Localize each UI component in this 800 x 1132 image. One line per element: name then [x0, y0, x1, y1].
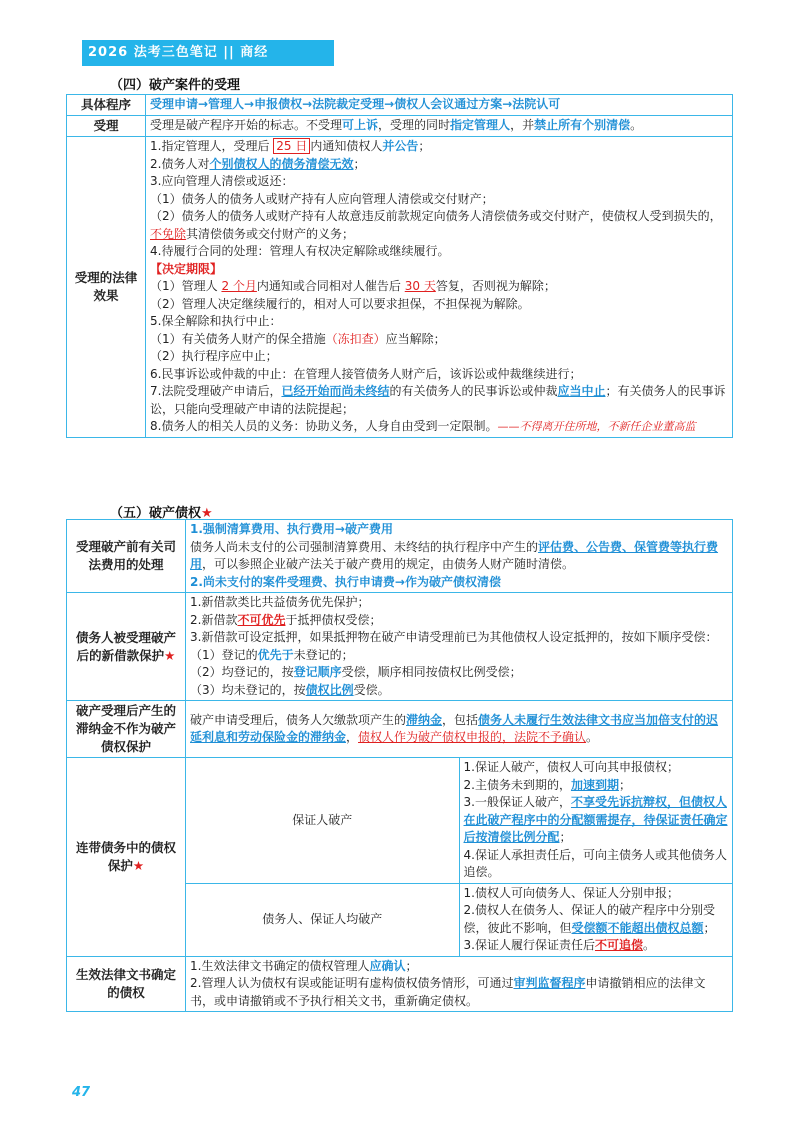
row-label-joint-debt: 连带债务中的债权保护★ [67, 758, 186, 957]
effect-line: （1）管理人 2 个月内通知或合同相对人催告后 30 天答复，否则视为解除； [150, 279, 556, 293]
effective-doc-text: 1.生效法律文书确定的债权管理人应确认； 2.管理人认为债权有误或能证明有虚构债权债务情形，可通过审判监督程序申请撤销相应的法律文书，或申请撤销或不予执行相关文书，重新确定债权。 [186, 956, 733, 1012]
new-loan-text: 1.新借款类比共益债务优先保护； 2.新借款不可优先于抵押债权受偿； 3.新借款可设定抵押，如果抵押物在破产申请受理前已为其他债权人设定抵押的，按如下顺序受偿： （1）登记的优先于未登记的； （2）均登记的，按登记顺序受偿，顺序相同按债权比例受偿； （3）均未登记的，按债权比例受偿。 [186, 593, 733, 701]
procedure-text: 受理申请→管理人→申报债权→法院裁定受理→债权人会议通过方案→法院认可 [146, 95, 733, 116]
bankruptcy-acceptance-table [66, 94, 733, 438]
table-row [67, 116, 733, 137]
effect-line: 1.指定管理人，受理后 25 日 内通知债权人并公告； [150, 139, 431, 153]
effect-line: 4.待履行合同的处理：管理人有权决定解除或继续履行。 [150, 244, 450, 258]
effect-tag: 【决定期限】 [150, 261, 223, 276]
row-label-procedure: 具体程序 [67, 95, 146, 116]
effect-line: （2）债务人的债务人或财产持有人故意违反前款规定向债务人清偿债务或交付财产，使债权人受到损失的，不免除其清偿债务或交付财产的义务； [150, 209, 722, 241]
effect-line: 5.保全解除和执行中止： [150, 314, 282, 328]
effect-line: 2.债务人对个别债权人的债务清偿无效； [150, 156, 366, 171]
judicial-fees-text: 1.强制清算费用、执行费用→破产费用 债务人尚未支付的公司强制清算费用、未终结的执行程序中产生的评估费、公告费、保管费等执行费用，可以参照企业破产法关于破产费用的规定，由债务人财产随时清偿。 2.尚未支付的案件受理费、执行申请费→作为破产债权清偿 [186, 520, 733, 593]
sub-label-both: 债务人、保证人均破产 [186, 883, 460, 956]
both-bankrupt-text: 1.债权人可向债务人、保证人分别申报； 2.债权人在债务人、保证人的破产程序中分别受偿，彼此不影响，但受偿额不能超出债权总额； 3.保证人履行保证责任后不可追偿。 [459, 883, 733, 956]
row-label-effective-doc: 生效法律文书确定的债权 [67, 956, 186, 1012]
effect-line: （1）债务人的债务人或财产持有人应向管理人清偿或交付财产； [150, 191, 494, 206]
effect-line: （2）管理人决定继续履行的，相对人可以要求担保，不担保视为解除。 [150, 296, 530, 311]
bankruptcy-claims-table [66, 519, 733, 1012]
table-row [67, 758, 733, 884]
accept-text: 受理是破产程序开始的标志。不受理可上诉，受理的同时指定管理人，并禁止所有个别清偿。 [146, 116, 733, 137]
star-icon: ★ [132, 857, 145, 873]
effect-line: 6.民事诉讼或仲裁的中止：在管理人接管债务人财产后，该诉讼或仲裁继续进行； [150, 366, 582, 381]
section-title-4: （四）破产案件的受理 [110, 78, 241, 93]
section-title-5: （五）破产债权★ [110, 506, 213, 521]
sub-label-guarantor: 保证人破产 [186, 758, 460, 884]
star-icon: ★ [164, 647, 176, 663]
effect-line: （1）有关债务人财产的保全措施（冻扣查）应当解除； [150, 331, 446, 346]
row-label-effect: 受理的法律效果 [67, 137, 146, 438]
row-label-judicial-fees: 受理破产前有关司法费用的处理 [67, 520, 186, 593]
late-fee-text: 破产申请受理后，债务人欠缴款项产生的滞纳金，包括债务人未履行生效法律文书应当加倍支付的迟延利息和劳动保险金的滞纳金，债权人作为破产债权申报的，法院不予确认。 [186, 701, 733, 758]
star-icon: ★ [201, 506, 213, 521]
table-row [67, 956, 733, 1012]
page-header: 2026 法考三色笔记 || 商经 [82, 40, 334, 66]
effect-text [146, 137, 733, 438]
row-label-late-fee: 破产受理后产生的滞纳金不作为破产债权保护 [67, 701, 186, 758]
guarantor-text: 1.保证人破产，债权人可向其申报债权； 2.主债务未到期的，加速到期； 3.一般保证人破产，不享受先诉抗辩权，但债权人在此破产程序中的分配额需提存，待保证责任确定后按清偿比例分配； 4.保证人承担责任后，可向主债务人或其他债务人追偿。 [459, 758, 733, 884]
page-number: 47 [72, 1085, 91, 1100]
effect-line: 8.债务人的相关人员的义务：协助义务，人身自由受到一定限制。——不得离开住所地，不新任企业董高监 [150, 419, 696, 433]
row-label-new-loan: 债务人被受理破产后的新借款保护★ [67, 593, 186, 701]
table-row [67, 520, 733, 593]
effect-line: 3.应向管理人清偿或返还： [150, 174, 294, 188]
table-row [67, 95, 733, 116]
table-row [67, 137, 733, 438]
effect-line: 7.法院受理破产申请后，已经开始而尚未终结的有关债务人的民事诉讼或仲裁应当中止；有关债务人的民事诉讼，只能向受理破产申请的法院提起； [150, 384, 726, 416]
effect-line: （2）执行程序应中止； [150, 349, 278, 363]
table-row [67, 701, 733, 758]
table-row [67, 593, 733, 701]
row-label-accept: 受理 [67, 116, 146, 137]
